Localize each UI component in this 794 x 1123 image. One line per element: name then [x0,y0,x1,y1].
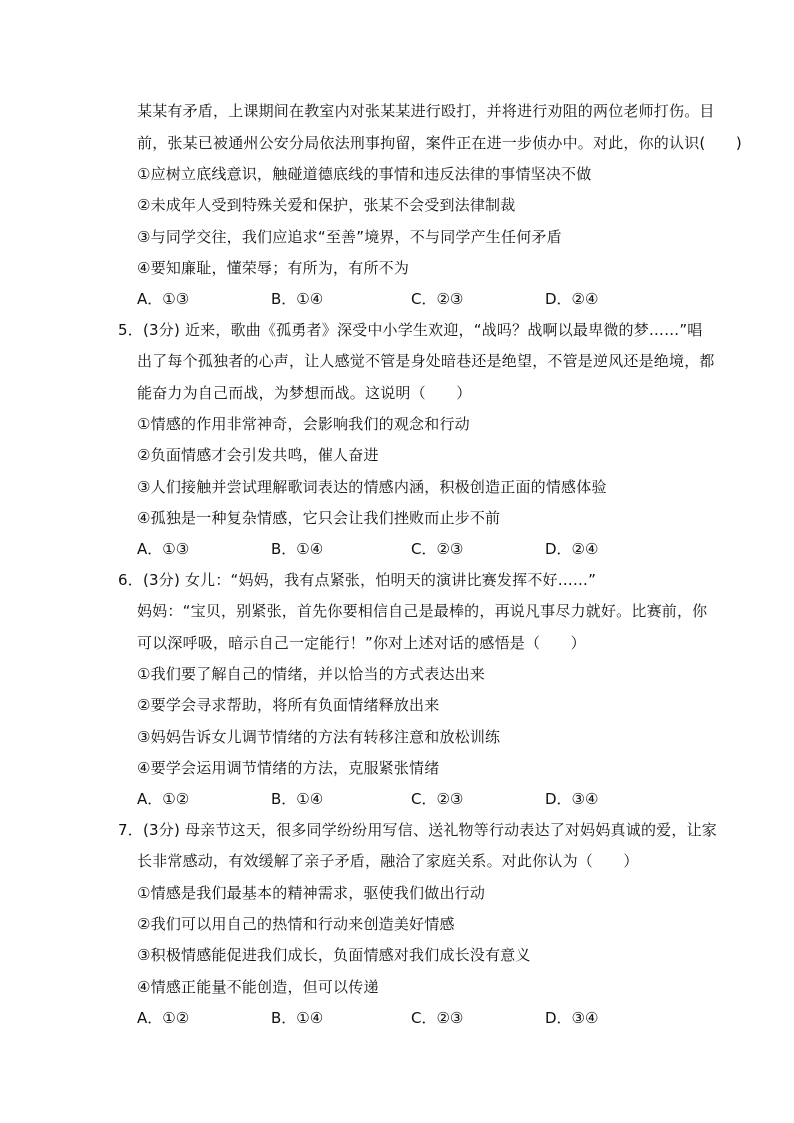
q6-item-1: ①我们要了解自己的情绪，并以恰当的方式表达出来 [137,665,486,683]
q6-item-4: ④要学会运用调节情绪的方法，克服紧张情绪 [137,759,440,777]
q4-item-4: ④要知廉耻，懂荣辱；有所为，有所不为 [137,259,410,277]
q6-stem-line-3: 可以深呼吸，暗示自己一定能行！”你对上述对话的感悟是（ ） [137,634,586,652]
q7-stem-line-2: 长非常感动，有效缓解了亲子矛盾，融洽了家庭关系。对此你认为（ ） [137,852,639,870]
q5-item-1: ①情感的作用非常神奇，会影响我们的观念和行动 [137,415,470,433]
q7-option-b[interactable]: B．①④ [271,1009,324,1027]
q6-option-a[interactable]: A．①② [137,790,190,808]
q7-item-2: ②我们可以用自己的热情和行动来创造美好情感 [137,915,455,933]
q5-item-2: ②负面情感才会引发共鸣，催人奋进 [137,446,379,464]
q5-item-4: ④孤独是一种复杂情感，它只会让我们挫败而止步不前 [137,509,501,527]
q5-stem-line-1: 5．(3分) 近来，歌曲《孤勇者》深受中小学生欢迎，“战吗？战啊以最卑微的梦……”唱 [118,321,703,339]
q4-option-a[interactable]: A．①③ [137,290,190,308]
q5-option-a[interactable]: A．①③ [137,540,190,558]
q5-option-b[interactable]: B．①④ [271,540,324,558]
q6-stem-line-2: 妈妈：“宝贝，别紧张，首先你要相信自己是最棒的，再说凡事尽力就好。比赛前，你 [137,602,708,620]
q4-option-c[interactable]: C．②③ [411,290,464,308]
q5-stem-line-3: 能奋力为自己而战，为梦想而战。这说明（ ） [137,384,472,402]
q7-options [137,1008,677,1028]
q6-options [137,789,677,809]
q5-options [137,539,677,559]
q7-option-c[interactable]: C．②③ [411,1009,464,1027]
q6-option-b[interactable]: B．①④ [271,790,324,808]
q5-option-c[interactable]: C．②③ [411,540,464,558]
q7-stem-line-1: 7．(3分) 母亲节这天，很多同学纷纷用写信、送礼物等行动表达了对妈妈真诚的爱，让家 [118,821,717,839]
q7-option-a[interactable]: A．①② [137,1009,190,1027]
q4-stem-line-2: 前，张某已被通州公安分局依法刑事拘留，案件正在进一步侦办中。对此，你的认识( ) [137,134,742,152]
q5-item-3: ③人们接触并尝试理解歌词表达的情感内涵，积极创造正面的情感体验 [137,478,607,496]
q6-item-3: ③妈妈告诉女儿调节情绪的方法有转移注意和放松训练 [137,728,501,746]
q7-item-4: ④情感正能量不能创造，但可以传递 [137,978,379,996]
q4-options [137,289,677,309]
q5-option-d[interactable]: D．②④ [545,540,599,558]
q6-stem-line-1: 6．(3分) 女儿：“妈妈，我有点紧张，怕明天的演讲比赛发挥不好……” [118,571,597,589]
q4-item-1: ①应树立底线意识，触碰道德底线的事情和违反法律的事情坚决不做 [137,165,592,183]
q7-option-d[interactable]: D．③④ [545,1009,599,1027]
q7-item-1: ①情感是我们最基本的精神需求，驱使我们做出行动 [137,884,486,902]
q4-option-b[interactable]: B．①④ [271,290,324,308]
q7-item-3: ③积极情感能促进我们成长，负面情感对我们成长没有意义 [137,946,531,964]
q4-option-d[interactable]: D．②④ [545,290,599,308]
q6-option-c[interactable]: C．②③ [411,790,464,808]
q6-option-d[interactable]: D．③④ [545,790,599,808]
q4-stem-line-1: 某某有矛盾，上课期间在教室内对张某某进行殴打，并将进行劝阻的两位老师打伤。目 [137,102,715,120]
q4-item-3: ③与同学交往，我们应追求“至善”境界，不与同学产生任何矛盾 [137,228,562,246]
q4-item-2: ②未成年人受到特殊关爱和保护，张某不会受到法律制裁 [137,196,516,214]
q6-item-2: ②要学会寻求帮助，将所有负面情绪释放出来 [137,696,440,714]
q5-stem-line-2: 出了每个孤独者的心声，让人感觉不管是身处暗巷还是绝望，不管是逆风还是绝境，都 [137,352,715,370]
